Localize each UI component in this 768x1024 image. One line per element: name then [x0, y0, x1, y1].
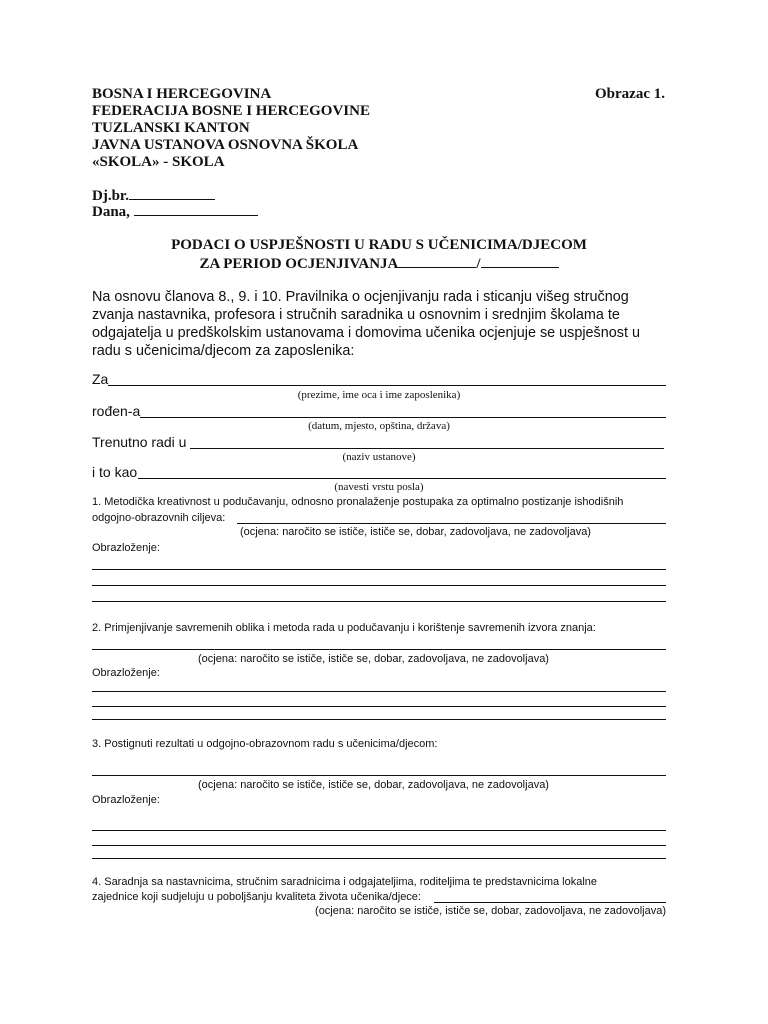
section-3-explanation-line[interactable]: [92, 858, 666, 859]
document-title: PODACI O USPJEŠNOSTI U RADU S UČENICIMA/DJECOM: [171, 237, 587, 253]
section-1-text-cont: odgojno-obrazovnih ciljeva:: [92, 512, 226, 524]
section-3-grade-field[interactable]: [92, 775, 666, 776]
section-2-text: 2. Primjenjivanje savremenih oblika i metoda rada u podučavanju i korištenje savremenih izvora znanja:: [92, 622, 596, 634]
section-4-grade-caption: (ocjena: naročito se ističe, ističe se, dobar, zadovoljava, ne zadovoljava): [315, 905, 666, 917]
section-1-text: 1. Metodička kreativnost u podučavanju, odnosno pronalaženje postupaka za optimalno postizanje ishodišnih: [92, 496, 624, 508]
section-2-grade-field[interactable]: [92, 649, 666, 650]
header-line-country: BOSNA I HERCEGOVINA: [92, 86, 272, 102]
intro-paragraph: Na osnovu članova 8., 9. i 10. Pravilnika o ocjenjivanju rada i sticanju višeg stručnog zvanja nastavnika, profesora i stručnih saradnika u osnovnim i srednjim školama te odgajatelja u predškolskim ustanovama i domovima učenika ocjenjuje se uspješnost u radu s učenicima/djecom za zaposlenika:: [92, 289, 640, 359]
field-rodjen-caption: (datum, mjesto, opština, država): [308, 420, 450, 432]
section-3-explanation-line[interactable]: [92, 830, 666, 831]
period-separator: /: [476, 256, 481, 272]
institution-header: [92, 86, 370, 171]
section-2-explanation-label: Obrazloženje:: [92, 667, 160, 679]
reference-number-label: Dj.br.: [92, 188, 129, 204]
field-za-label: Za: [92, 371, 109, 387]
reference-number-row: [92, 188, 215, 205]
field-trenutno-label: Trenutno radi u: [92, 434, 187, 450]
section-1-grade-caption: (ocjena: naročito se ističe, ističe se, dobar, zadovoljava, ne zadovoljava): [240, 526, 591, 538]
field-rodjen-input[interactable]: [140, 417, 666, 418]
section-2-explanation-line[interactable]: [92, 706, 666, 707]
period-title-row: [92, 256, 666, 273]
period-to-field[interactable]: [481, 267, 559, 268]
section-4-text: 4. Saradnja sa nastavnicima, stručnim saradnicima i odgajateljima, roditeljima te predstavnicima lokalne: [92, 876, 598, 888]
header-line-federation: FEDERACIJA BOSNE I HERCEGOVINE: [92, 103, 370, 119]
date-field[interactable]: [134, 215, 258, 216]
period-from-field[interactable]: [398, 267, 476, 268]
section-3-explanation-line[interactable]: [92, 845, 666, 846]
header-line-school: «SKOLA» - SKOLA: [92, 154, 225, 170]
reference-number-field[interactable]: [129, 199, 215, 200]
field-trenutno-caption: (naziv ustanove): [342, 451, 416, 463]
field-za-caption: (prezime, ime oca i ime zaposlenika): [297, 389, 461, 401]
field-kao-input[interactable]: [138, 478, 666, 479]
section-3-text: 3. Postignuti rezultati u odgojno-obrazovnom radu s učenicima/djecom:: [92, 738, 438, 750]
field-trenutno-input[interactable]: [190, 448, 664, 449]
section-1-explanation-line[interactable]: [92, 585, 666, 586]
section-1-explanation-line[interactable]: [92, 601, 666, 602]
field-rodjen-label: rođen-a: [92, 403, 141, 419]
date-label: Dana,: [92, 204, 130, 220]
header-line-canton: TUZLANSKI KANTON: [92, 120, 250, 136]
section-2-explanation-line[interactable]: [92, 691, 666, 692]
field-za-input[interactable]: [108, 385, 666, 386]
header-line-institution: JAVNA USTANOVA OSNOVNA ŠKOLA: [92, 137, 359, 153]
section-3-explanation-label: Obrazloženje:: [92, 794, 160, 806]
date-row: [92, 204, 258, 221]
section-3-grade-caption: (ocjena: naročito se ističe, ističe se, dobar, zadovoljava, ne zadovoljava): [198, 779, 549, 791]
field-kao-label: i to kao: [92, 464, 138, 480]
form-number: Obrazac 1.: [595, 86, 665, 102]
section-2-grade-caption: (ocjena: naročito se ističe, ističe se, dobar, zadovoljava, ne zadovoljava): [198, 653, 549, 665]
section-1-explanation-label: Obrazloženje:: [92, 542, 160, 554]
period-title: ZA PERIOD OCJENJIVANJA: [199, 256, 399, 272]
field-kao-caption: (navesti vrstu posla): [334, 481, 424, 493]
section-4-text-cont: zajednice koji sudjeluju u poboljšanju kvaliteta života učenika/djece:: [92, 891, 421, 903]
section-2-explanation-line[interactable]: [92, 719, 666, 720]
section-1-explanation-line[interactable]: [92, 569, 666, 570]
